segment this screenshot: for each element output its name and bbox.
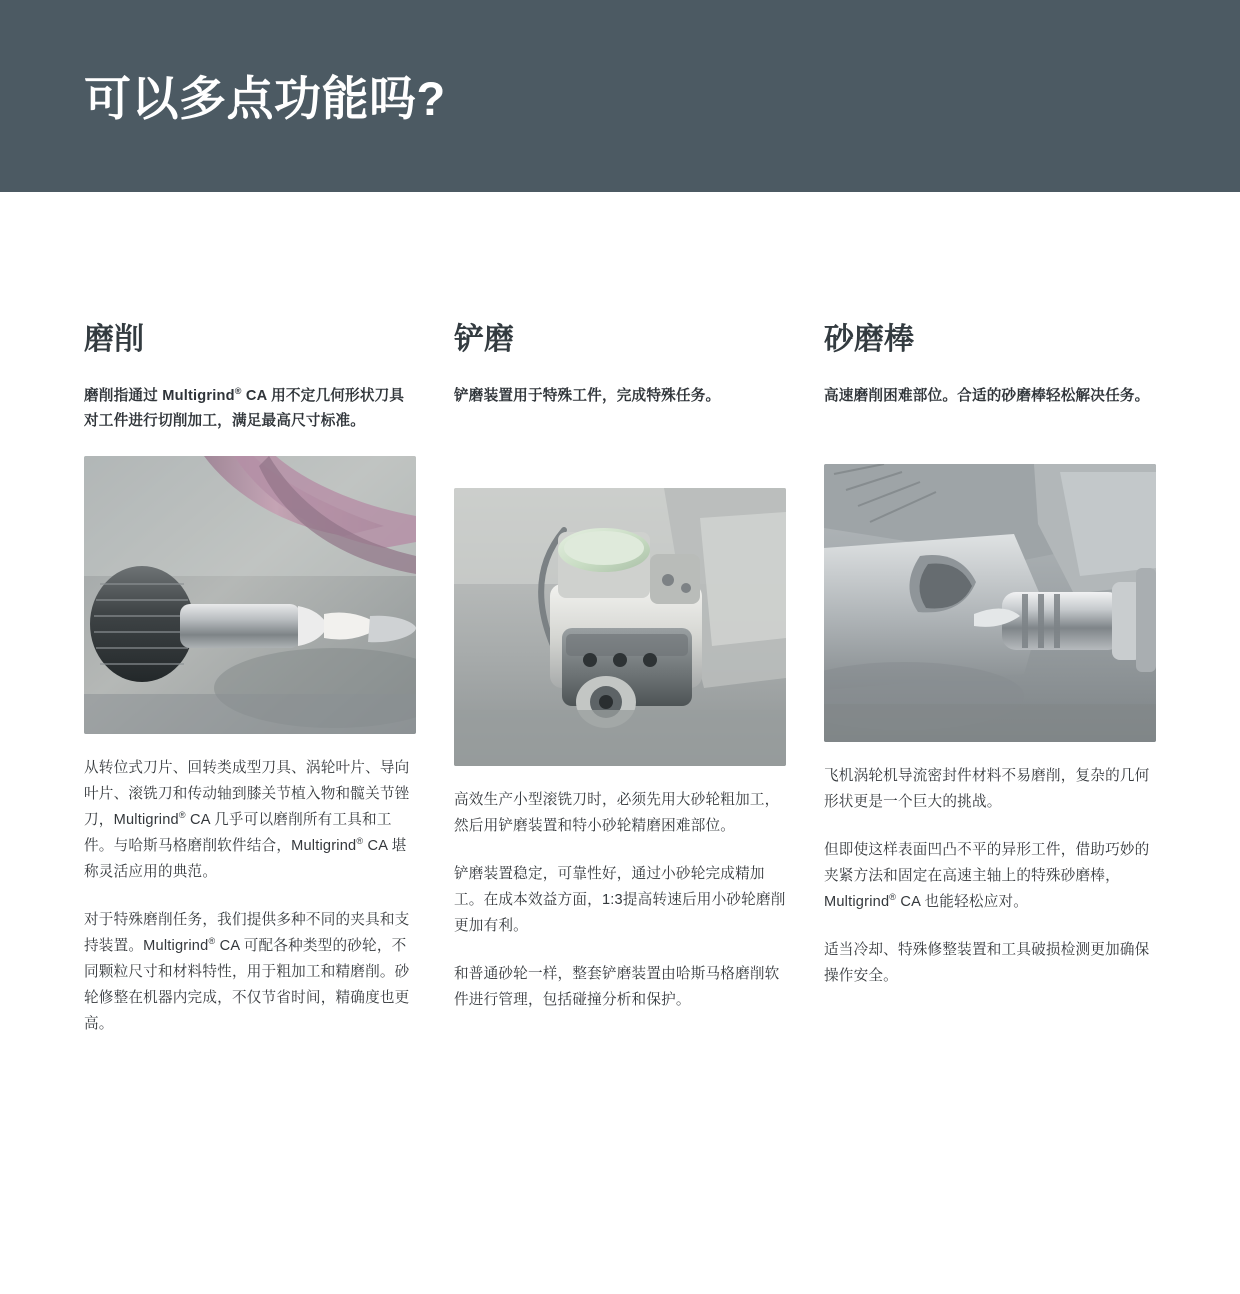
column-lead-3: 高速磨削困难部位。合适的砂磨棒轻松解决任务。 — [824, 388, 1150, 404]
column-grinding — [84, 192, 416, 1060]
paragraph: 对于特殊磨削任务，我们提供多种不同的夹具和支持装置。Multigrind® CA 可配各种类型的砂轮，不同颗粒尺寸和材料特性，用于粗加工和精磨削。砂轮修整在机器内完成，不仅节省时间，精确度也更高。 — [84, 912, 410, 1032]
column-title-3: 砂磨棒 — [824, 323, 914, 356]
lead-spacer-3 — [824, 409, 1156, 442]
column-title-2: 铲磨 — [454, 323, 514, 356]
paragraph: 高效生产小型滚铣刀时，必须先用大砂轮粗加工，然后用铲磨装置和特小砂轮精磨困难部位。 — [454, 792, 780, 835]
column-body-1 — [84, 756, 416, 1038]
column-shovel-grinding — [454, 192, 786, 1060]
paragraph: 铲磨装置稳定，可靠性好，通过小砂轮完成精加工。在成本效益方面，1:3提高转速后用小砂轮磨削更加有利。 — [454, 866, 786, 934]
paragraph: 适当冷却、特殊修整装置和工具破损检测更加确保操作安全。 — [824, 941, 1150, 984]
photo-grinding-pin — [824, 464, 1156, 742]
column-title-1: 磨削 — [84, 323, 144, 356]
column-body-2 — [454, 788, 786, 1014]
lead-spacer-2 — [454, 409, 786, 466]
paragraph: 但即使这样表面凹凸不平的异形工件，借助巧妙的夹紧方法和固定在高速主轴上的特殊砂磨棒，Multigrind® CA 也能轻松应对。 — [824, 842, 1150, 910]
photo-shovel-grinding — [454, 488, 786, 766]
header-banner — [0, 0, 1240, 192]
column-grinding-pin — [824, 192, 1156, 1060]
paragraph: 飞机涡轮机导流密封件材料不易磨削，复杂的几何形状更是一个巨大的挑战。 — [824, 768, 1150, 811]
column-lead-2: 铲磨装置用于特殊工件，完成特殊任务。 — [454, 388, 721, 404]
photo-grinding — [84, 456, 416, 734]
paragraph: 和普通砂轮一样，整套铲磨装置由哈斯马格磨削软件进行管理，包括碰撞分析和保护。 — [454, 965, 780, 1008]
column-lead-1: 磨削指通过 Multigrind® CA 用不定几何形状刀具对工件进行切削加工，满足最高尺寸标准。 — [84, 386, 405, 430]
content-columns — [0, 192, 1240, 1060]
page-title: 可以多点功能吗? — [84, 72, 446, 125]
column-body-3 — [824, 764, 1156, 990]
paragraph: 从转位式刀片、回转类成型刀具、涡轮叶片、导向叶片、滚铣刀和传动轴到膝关节植入物和髋关节锉刀，Multigrind® CA 几乎可以磨削所有工具和工件。与哈斯马格磨削软件结合，Multigrind® CA 堪称灵活应用的典范。 — [84, 760, 410, 881]
